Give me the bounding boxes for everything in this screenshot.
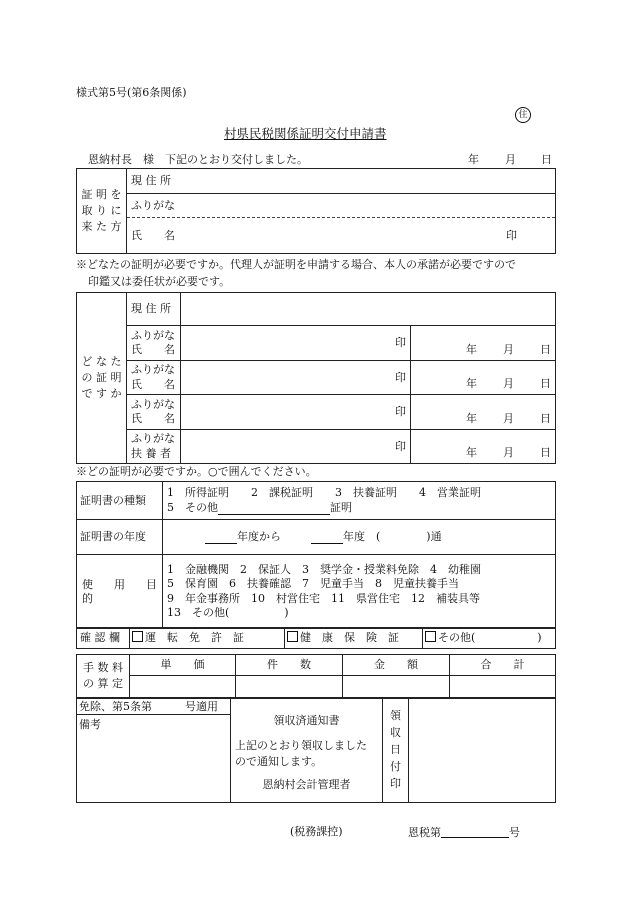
confirm-other-checkbox[interactable]: その他( ): [423, 628, 556, 649]
subject-row: ふりがな 氏 名 印 年 月 日: [77, 361, 556, 395]
cert-year-label: 証明書の年度: [77, 520, 163, 555]
form-code: 様式第5号(第6条関係): [76, 86, 187, 99]
subject-name-field[interactable]: 印: [181, 395, 411, 430]
note-proxy: ※どなたの証明が必要ですか。代理人が証明を申請する場合、本人の承諾が必要ですので: [76, 258, 516, 271]
fee-header-total: 合 計: [450, 655, 556, 676]
subject-name-field[interactable]: 印: [181, 326, 411, 361]
requester-label: 証 明 を 取 り に 来 た 方: [77, 169, 127, 254]
certificate-table: [76, 481, 556, 629]
exemption-field[interactable]: 免除、第5条第 号適用: [77, 699, 231, 715]
subject-birthdate-field[interactable]: 年 月 日: [411, 326, 556, 361]
checkbox-icon: [425, 631, 436, 642]
requester-table: [76, 168, 556, 254]
header-day: 日: [541, 153, 552, 166]
subject-address-label: 現 住 所: [127, 293, 181, 326]
fee-table: [76, 654, 556, 698]
fee-header-amount: 金 額: [343, 655, 450, 676]
cert-type-label: 証明書の種類: [77, 482, 163, 520]
confirm-label: 確 認 欄: [77, 628, 130, 649]
fee-count-field[interactable]: [236, 676, 343, 698]
fee-unit-field[interactable]: [130, 676, 236, 698]
subject-name-field[interactable]: 印: [181, 361, 411, 395]
form-title: 村県民税関係証明交付申請書: [224, 126, 387, 141]
subject-row: ふりがな 氏 名 印 年 月 日: [77, 395, 556, 430]
supporter-name-field[interactable]: 印: [181, 430, 411, 464]
checkbox-icon: [287, 631, 298, 642]
department-label: (税務課控): [290, 825, 343, 838]
cert-type-options[interactable]: 1 所得証明 2 課税証明 3 扶養証明 4 営業証明 5 その他 証明: [163, 482, 556, 520]
subject-row: ふりがな 氏 名 印 年 月 日: [77, 326, 556, 361]
checkbox-icon: [132, 631, 143, 642]
requester-name-field[interactable]: 氏 名 印: [127, 218, 556, 254]
subject-table: [76, 292, 556, 464]
purpose-options[interactable]: 1 金融機関 2 保証人 3 奨学金・授業料免除 4 幼稚園 5 保育園 6 扶養確認 7 児童手当 8 児童扶養手当 9 年金事務所 10 村営住宅 11 県営住宅 12 補装具等 13 その他( ): [163, 555, 556, 629]
receipt-date-stamp-area[interactable]: [409, 699, 556, 803]
confirm-license-checkbox[interactable]: 運 転 免 許 証: [130, 628, 285, 649]
receipt-notice: 領収済通知書 上記のとおり領収しました ので通知します。 恩納村会計管理者: [231, 699, 383, 803]
subject-birthdate-field[interactable]: 年 月 日: [411, 361, 556, 395]
requester-furigana-field[interactable]: ふりがな: [127, 194, 556, 218]
header-year: 年: [468, 153, 479, 166]
residence-seal-mark: 住: [515, 107, 531, 123]
fee-header-unit: 単 価: [130, 655, 236, 676]
tax-number-field[interactable]: 恩税第 号: [408, 826, 520, 839]
subject-row: ふりがな 扶 養 者 印 年 月 日: [77, 430, 556, 464]
note-proxy-2: 印鑑又は委任状が必要です。: [88, 275, 231, 288]
fee-header-count: 件 数: [236, 655, 343, 676]
fee-label: 手 数 料 の 算 定: [77, 655, 130, 698]
subject-birthdate-field[interactable]: 年 月 日: [411, 395, 556, 430]
receipt-date-stamp-label: 領 収 日 付 印: [383, 699, 409, 803]
note-circle: ※どの証明が必要ですか。○で囲んでください。: [76, 465, 317, 478]
footer-table: [76, 698, 556, 803]
remarks-field[interactable]: 備考: [77, 715, 231, 803]
cert-year-field[interactable]: 年度から 年度 ( )通: [163, 520, 556, 555]
purpose-label: 使 用 目 的: [77, 555, 163, 629]
confirm-insurance-checkbox[interactable]: 健 康 保 険 証: [285, 628, 423, 649]
subject-address-field[interactable]: [181, 293, 556, 326]
fee-amount-field[interactable]: [343, 676, 450, 698]
subject-label: ど な た の 証 明 で す か: [77, 293, 127, 464]
requester-address-field[interactable]: 現 住 所: [127, 169, 556, 194]
subject-birthdate-field[interactable]: 年 月 日: [411, 430, 556, 464]
addressee-line: 恩納村長 様 下記のとおり交付しました。: [88, 153, 308, 166]
requester-seal: 印: [506, 228, 517, 242]
confirm-table: [76, 627, 556, 649]
header-month: 月: [505, 153, 516, 166]
fee-total-field[interactable]: [450, 676, 556, 698]
